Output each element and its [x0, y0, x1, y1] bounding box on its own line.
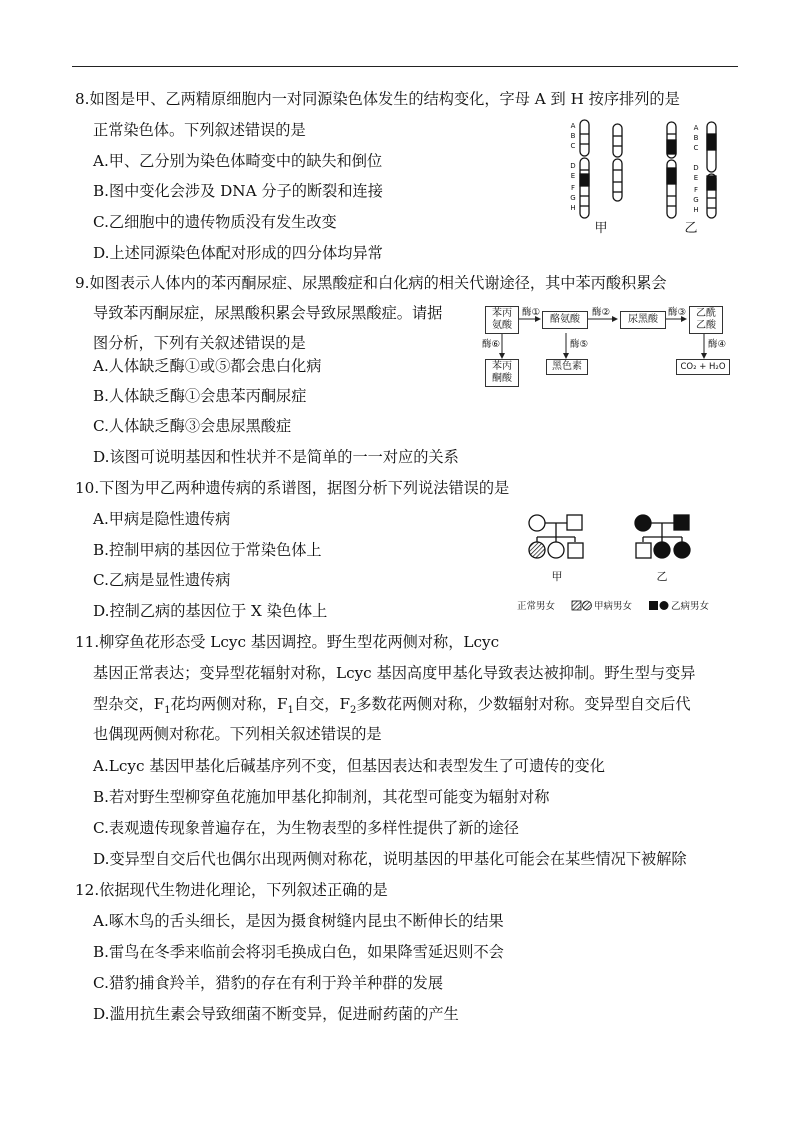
q8-letter: G — [570, 194, 576, 202]
q8-letter: D — [570, 162, 576, 170]
q8-letter-right: E — [693, 174, 699, 182]
q9-option-d: D.该图可说明基因和性状并不是简单的一一对应的关系 — [93, 448, 459, 466]
q10-stem: 10.下图为甲乙两种遗传病的系谱图，据图分析下列说法错误的是 — [75, 479, 510, 497]
q12-option-b: B.雷鸟在冬季来临前会将羽毛换成白色，如果降雪延迟则不会 — [93, 943, 504, 961]
q12-stem: 12.依据现代生物进化理论，下列叙述正确的是 — [75, 881, 388, 899]
q8-letter-right: F — [693, 186, 699, 194]
q11-option-c: C.表观遗传现象普遍存在，为生物表型的多样性提供了新的途径 — [93, 819, 519, 837]
chromosome-yi-normal — [667, 122, 676, 218]
q9-option-a: A.人体缺乏酶①或⑤都会患白化病 — [93, 357, 322, 375]
q8-letter: B — [570, 132, 576, 140]
q8-chromosome-figure — [563, 114, 733, 236]
legend-jia: 甲病男女 — [594, 601, 633, 612]
q12-option-c: C.猎豹捕食羚羊，猎豹的存在有利于羚羊种群的发展 — [93, 974, 444, 992]
q8-letter: E — [570, 172, 576, 180]
q11-stem-line4: 也偶现两侧对称花。下列相关叙述错误的是 — [93, 725, 382, 743]
q8-letter-right: D — [693, 164, 699, 172]
q8-letter: F — [570, 184, 576, 192]
chromosome-yi-inversion — [707, 122, 716, 218]
chromosome-jia-deletion — [613, 124, 622, 201]
pedigree-yi — [635, 515, 690, 558]
q11-stem-line1: 11.柳穿鱼花形态受 Lcyc 基因调控。野生型花两侧对称，Lcyc — [75, 633, 500, 651]
q11-option-d: D.变异型自交后代也偶尔出现两侧对称花，说明基因的甲基化可能会在某些情况下被解除 — [93, 850, 687, 868]
q8-label-yi: 乙 — [684, 221, 698, 236]
q11-stem-line3: 型杂交，$F_1$花均两侧对称，$F_1$自交，$F_2$多数花两侧对称，少数辐射对称。变异型自交后代 — [93, 695, 691, 717]
q8-option-a: A.甲、乙分别为染色体畸变中的缺失和倒位 — [93, 152, 383, 170]
q10-option-a: A.甲病是隐性遗传病 — [93, 510, 231, 528]
q11-option-b: B.若对野生型柳穿鱼花施加甲基化抑制剂，其花型可能变为辐射对称 — [93, 788, 550, 806]
q9-metabolic-pathway — [482, 303, 732, 384]
q8-stem-line1: 8.如图是甲、乙两精原细胞内一对同源染色体发生的结构变化，字母 A 到 H 按序排列的是 — [75, 90, 680, 108]
q8-stem-line2: 正常染色体。下列叙述错误的是 — [93, 121, 306, 139]
q8-option-c: C.乙细胞中的遗传物质没有发生改变 — [93, 213, 337, 231]
enzyme-6-label: 酶⑥ — [482, 339, 501, 350]
box-tyrosine: 酪氨酸 — [542, 311, 588, 329]
q12-option-a: A.啄木鸟的舌头细长，是因为摄食树缝内昆虫不断伸长的结果 — [93, 912, 504, 930]
q8-letter-right: B — [693, 134, 699, 142]
q8-letter: A — [570, 122, 576, 130]
q8-letter-right: C — [693, 144, 699, 152]
q9-stem-line1: 9.如图表示人体内的苯丙酮尿症、尿黑酸症和白化病的相关代谢途径，其中苯丙酸积累会 — [75, 274, 667, 292]
q10-pedigree-figure — [515, 506, 735, 618]
q9-option-b: B.人体缺乏酶①会患苯丙酮尿症 — [93, 387, 307, 405]
q10-option-b: B.控制甲病的基因位于常染色体上 — [93, 541, 322, 559]
q10-label-yi: 乙 — [656, 570, 668, 583]
q8-option-d: D.上述同源染色体配对形成的四分体均异常 — [93, 244, 383, 262]
q8-letter-right: G — [693, 196, 699, 204]
q12-option-d: D.滥用抗生素会导致细菌不断变异，促进耐药菌的产生 — [93, 1005, 459, 1023]
box-phenylpyruvic-acid: 苯丙 酮酸 — [485, 359, 519, 387]
q10-label-jia: 甲 — [551, 570, 563, 583]
enzyme-4-label: 酶④ — [708, 339, 727, 350]
q11-option-a: A.Lcyc 基因甲基化后碱基序列不变，但基因表达和表型发生了可遗传的变化 — [93, 757, 605, 775]
box-melanin: 黑色素 — [546, 359, 588, 375]
enzyme-5-label: 酶⑤ — [570, 339, 589, 350]
box-co2-h2o: CO₂ + H₂O — [676, 359, 730, 375]
q8-letter: C — [570, 142, 576, 150]
q8-letter-right: H — [693, 206, 699, 214]
q10-option-d: D.控制乙病的基因位于 X 染色体上 — [93, 602, 328, 620]
pedigree-jia — [529, 515, 583, 558]
q8-letter: H — [570, 204, 576, 212]
q8-label-jia: 甲 — [594, 221, 608, 236]
enzyme-2-label: 酶② — [592, 307, 611, 318]
box-acetoacetic-acid: 乙酰 乙酸 — [689, 306, 723, 334]
legend-yi: 乙病男女 — [671, 601, 710, 612]
enzyme-1-label: 酶① — [522, 307, 541, 318]
q9-option-c: C.人体缺乏酶③会患尿黑酸症 — [93, 417, 292, 435]
q8-option-b: B.图中变化会涉及 DNA 分子的断裂和连接 — [93, 182, 383, 200]
q9-stem-line3: 图分析，下列有关叙述错误的是 — [93, 334, 306, 352]
q9-stem-line2: 导致苯丙酮尿症，尿黑酸积累会导致尿黑酸症。请据 — [93, 304, 443, 322]
enzyme-3-label: 酶③ — [668, 307, 687, 318]
q11-stem-line2: 基因正常表达；变异型花辐射对称，Lcyc 基因高度甲基化导致表达被抑制。野生型与变异 — [93, 664, 696, 682]
q10-option-c: C.乙病是显性遗传病 — [93, 571, 231, 589]
header-rule — [72, 66, 738, 67]
chromosome-jia-normal — [580, 120, 589, 218]
q8-letter-right: A — [693, 124, 699, 132]
box-homogentisic-acid: 尿黑酸 — [620, 311, 666, 329]
box-phenylalanine: 苯丙 氨酸 — [485, 306, 519, 334]
legend-normal: 正常男女 — [517, 601, 556, 612]
